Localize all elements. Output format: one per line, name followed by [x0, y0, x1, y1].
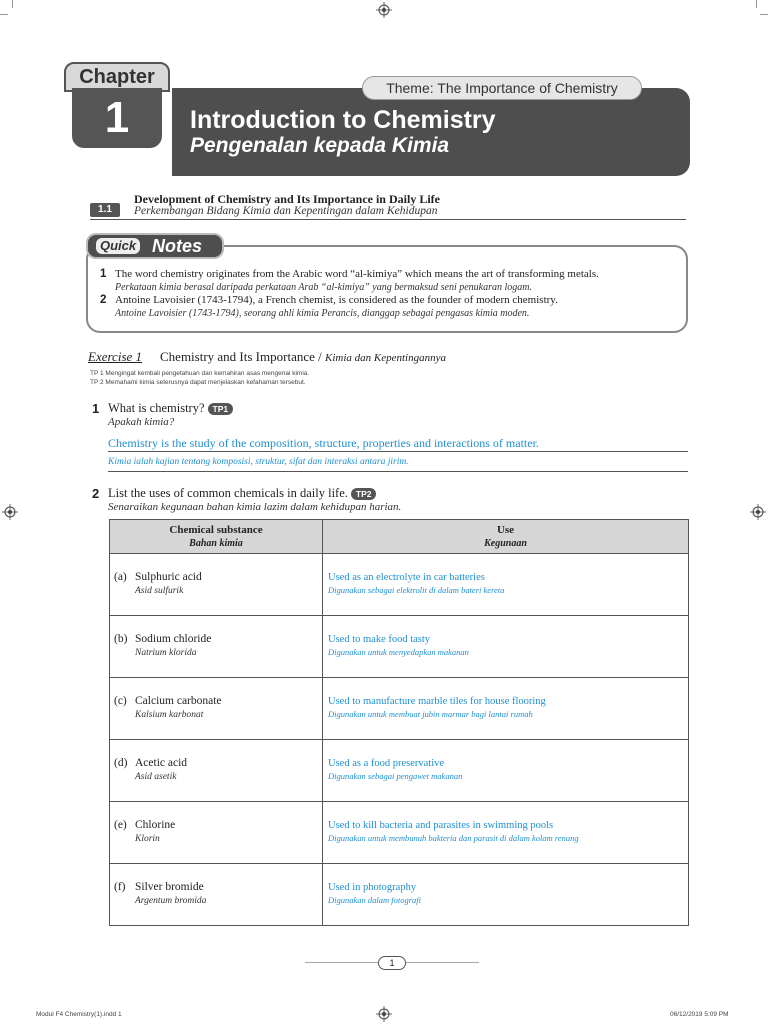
- table-row: [110, 740, 689, 802]
- section-number: 1.1: [90, 203, 120, 217]
- exercise-title-ms: Kimia dan Kepentingannya: [325, 352, 446, 364]
- exercise-title-en: Chemistry and Its Importance /: [160, 349, 325, 364]
- substance-en: Sodium chloride: [135, 633, 212, 645]
- row-letter: (f): [114, 881, 126, 893]
- substance-ms: Argentum bromida: [135, 896, 207, 906]
- use-ms: Digunakan sebagai elektrolit di dalam bateri kereta: [328, 585, 505, 595]
- theme-label: Theme: The Importance of Chemistry: [362, 76, 642, 100]
- header-use-en: Use: [496, 524, 515, 536]
- answer-line: [108, 451, 688, 452]
- substance-en: Acetic acid: [135, 757, 188, 769]
- section-rule: [90, 219, 686, 220]
- substance-cell: [110, 616, 323, 678]
- row-letter: (e): [114, 819, 127, 831]
- answer-text-en: Chemistry is the study of the composition, structure, properties and interactions of matter.: [108, 436, 539, 450]
- crop-mark: [12, 0, 13, 8]
- exercise-label: Exercise 1: [88, 349, 143, 364]
- table-header-row: [110, 520, 689, 554]
- substance-en: Chlorine: [135, 819, 176, 831]
- registration-mark-left: [2, 504, 18, 520]
- answer-text-ms: Kimia ialah kajian tentang komposisi, struktur, sifat dan interaksi antara jirim.: [108, 457, 409, 467]
- note-text-en: The word chemistry originates from the Arabic word “al-kimiya” which means the art of transforming metals.: [115, 268, 599, 280]
- use-en: Used to manufacture marble tiles for house flooring: [328, 696, 546, 707]
- substance-cell: [110, 554, 323, 616]
- substance-en: Calcium carbonate: [135, 695, 222, 707]
- question-number: 2: [92, 486, 100, 501]
- question-text-en: [108, 486, 376, 501]
- use-en: Used in photography: [328, 882, 417, 893]
- section-title-ms: Perkembangan Bidang Kimia dan Kepentingan dalam Kehidupan: [134, 205, 438, 217]
- note-text-en: Antoine Lavoisier (1743-1794), a French chemist, is considered as the founder of modern chemistry.: [115, 294, 558, 306]
- question-text-en: [108, 401, 233, 416]
- row-letter: (a): [114, 571, 127, 583]
- chemicals-table: [109, 519, 689, 926]
- question-2-text: List the uses of common chemicals in daily life.: [108, 486, 348, 500]
- page-number: 1: [378, 956, 406, 970]
- registration-mark-right: [750, 504, 766, 520]
- use-cell: [323, 678, 689, 740]
- registration-mark-bottom: [376, 1006, 392, 1022]
- use-en: Used to kill bacteria and parasites in swimming pools: [328, 820, 554, 831]
- registration-mark-top: [376, 2, 392, 18]
- substance-ms: Natrium klorida: [135, 648, 197, 658]
- use-ms: Digunakan untuk membunuh bakteria dan parasit di dalam kolam renang: [328, 833, 579, 843]
- substance-en: Silver bromide: [135, 881, 204, 893]
- crop-mark: [0, 14, 8, 15]
- note-number: 2: [100, 294, 107, 306]
- row-letter: (c): [114, 695, 127, 707]
- note-text-ms: Perkataan kimia berasal daripada perkataan Arab “al-kimiya” yang bermaksud seni penukaran logam.: [115, 282, 532, 293]
- footer-timestamp: 06/12/2019 5:09 PM: [670, 1011, 729, 1018]
- quick-label: Quick: [96, 238, 140, 254]
- header-substance-ms: Bahan kimia: [189, 538, 243, 549]
- substance-ms: Asid asetik: [135, 772, 177, 782]
- question-text-ms: Senaraikan kegunaan bahan kimia lazim dalam kehidupan harian.: [108, 501, 402, 513]
- substance-cell: [110, 864, 323, 926]
- table-row: [110, 678, 689, 740]
- quick-notes-label: [86, 233, 224, 259]
- use-en: Used as a food preservative: [328, 758, 445, 769]
- crop-mark: [756, 0, 757, 8]
- table-row: [110, 802, 689, 864]
- use-ms: Digunakan dalam fotografi: [328, 895, 422, 905]
- use-cell: [323, 554, 689, 616]
- table-row: [110, 554, 689, 616]
- section-title-en: Development of Chemistry and Its Importance in Daily Life: [134, 192, 440, 206]
- notes-label: Notes: [152, 236, 203, 256]
- use-cell: [323, 802, 689, 864]
- header-use-ms: Kegunaan: [484, 538, 527, 549]
- answer-line: [108, 471, 688, 472]
- use-cell: [323, 864, 689, 926]
- question-number: 1: [92, 401, 100, 416]
- chapter-label: Chapter: [64, 62, 170, 92]
- note-number: 1: [100, 268, 107, 280]
- tp-descriptor: TP 1 Mengingat kembali pengetahuan dan kemahiran asas mengenai kimia.: [90, 370, 310, 377]
- crop-mark: [760, 14, 768, 15]
- tp-badge: TP2: [351, 488, 377, 500]
- use-ms: Digunakan untuk menyedapkan makanan: [328, 647, 469, 657]
- chapter-title-ms: Pengenalan kepada Kimia: [190, 134, 450, 157]
- row-letter: (b): [114, 633, 128, 645]
- use-ms: Digunakan sebagai pengawet makanan: [328, 771, 463, 781]
- use-cell: [323, 740, 689, 802]
- substance-ms: Klorin: [135, 834, 160, 844]
- column-header-substance: [110, 520, 323, 554]
- column-header-use: [323, 520, 689, 554]
- use-cell: [323, 616, 689, 678]
- use-en: Used as an electrolyte in car batteries: [328, 572, 485, 583]
- table-row: [110, 864, 689, 926]
- table-row: [110, 616, 689, 678]
- footer-filename: Modul F4 Chemistry(1).indd 1: [36, 1011, 122, 1018]
- use-en: Used to make food tasty: [328, 634, 431, 645]
- exercise-title: [160, 349, 446, 365]
- tp-descriptor: TP 2 Memahami kimia seterusnya dapat menjelaskan kefahaman tersebut.: [90, 379, 306, 386]
- note-text-ms: Antoine Lavoisier (1743-1794), seorang ahli kimia Perancis, dianggap sebagai pengasas kimia moden.: [115, 308, 530, 319]
- question-1-text: What is chemistry?: [108, 401, 205, 415]
- header-substance-en: Chemical substance: [169, 524, 263, 536]
- chapter-number: 1: [104, 93, 130, 142]
- chapter-title-en: Introduction to Chemistry: [190, 106, 496, 134]
- tp-badge: TP1: [208, 403, 234, 415]
- substance-cell: [110, 802, 323, 864]
- substance-cell: [110, 678, 323, 740]
- substance-ms: Asid sulfurik: [135, 586, 184, 596]
- use-ms: Digunakan untuk membuat jubin marmar bagi lantai rumah: [328, 709, 533, 719]
- row-letter: (d): [114, 757, 128, 769]
- substance-ms: Kalsium karbonat: [135, 710, 204, 720]
- substance-en: Sulphuric acid: [135, 571, 202, 583]
- question-text-ms: Apakah kimia?: [108, 416, 175, 428]
- substance-cell: [110, 740, 323, 802]
